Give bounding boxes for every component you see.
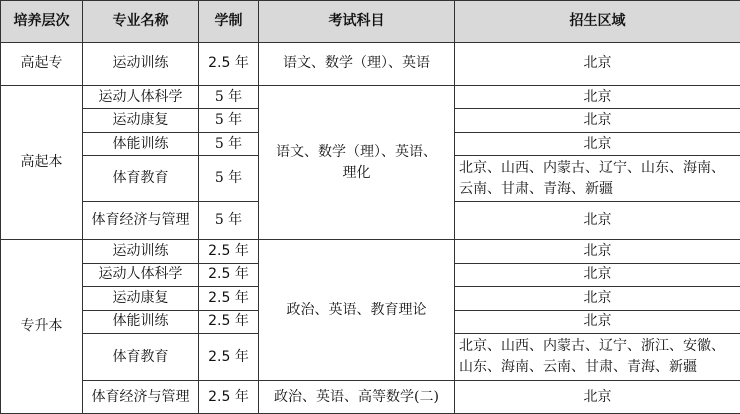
exam-cell: 政治、英语、教育理论 [259, 240, 455, 381]
exam-cell: 语文、数学（理）、英语、理化 [259, 85, 455, 239]
duration-cell: 5 年 [199, 156, 259, 202]
duration-cell: 2.5 年 [199, 381, 259, 414]
duration-cell: 5 年 [199, 202, 259, 240]
level-cell: 高起本 [1, 85, 83, 239]
region-cell: 北京 [455, 287, 740, 311]
major-cell: 体育教育 [83, 334, 199, 381]
level-cell: 专升本 [1, 240, 83, 414]
major-cell: 运动人体科学 [83, 85, 199, 109]
header-level: 培养层次 [1, 1, 83, 43]
region-cell: 北京 [455, 132, 740, 156]
major-cell: 体育教育 [83, 156, 199, 202]
table-row [1, 85, 740, 109]
region-cell: 北京、山西、内蒙古、辽宁、浙江、安徽、山东、海南、云南、甘肃、青海、新疆 [455, 334, 740, 381]
table-row [1, 240, 740, 264]
duration-cell: 5 年 [199, 132, 259, 156]
level-cell: 高起专 [1, 43, 83, 86]
region-cell: 北京 [455, 43, 740, 86]
major-cell: 运动训练 [83, 43, 199, 86]
major-cell: 运动人体科学 [83, 263, 199, 287]
table-row [1, 43, 740, 86]
duration-cell: 5 年 [199, 109, 259, 133]
duration-cell: 5 年 [199, 85, 259, 109]
major-cell: 运动康复 [83, 287, 199, 311]
region-cell: 北京 [455, 310, 740, 334]
region-cell: 北京 [455, 240, 740, 264]
exam-cell: 语文、数学（理）、英语 [259, 43, 455, 86]
region-cell: 北京 [455, 85, 740, 109]
major-cell: 体能训练 [83, 132, 199, 156]
major-cell: 运动训练 [83, 240, 199, 264]
region-cell: 北京 [455, 381, 740, 414]
region-cell: 北京 [455, 109, 740, 133]
duration-cell: 2.5 年 [199, 287, 259, 311]
duration-cell: 2.5 年 [199, 43, 259, 86]
region-cell: 北京 [455, 263, 740, 287]
duration-cell: 2.5 年 [199, 310, 259, 334]
major-cell: 体育经济与管理 [83, 202, 199, 240]
major-cell: 体育经济与管理 [83, 381, 199, 414]
header-major: 专业名称 [83, 1, 199, 43]
duration-cell: 2.5 年 [199, 263, 259, 287]
exam-cell: 政治、英语、高等数学(二) [259, 381, 455, 414]
header-row [1, 1, 740, 43]
region-cell: 北京、山西、内蒙古、辽宁、山东、海南、云南、甘肃、青海、新疆 [455, 156, 740, 202]
duration-cell: 2.5 年 [199, 334, 259, 381]
major-cell: 运动康复 [83, 109, 199, 133]
table-row [1, 381, 740, 414]
header-duration: 学制 [199, 1, 259, 43]
region-cell: 北京 [455, 202, 740, 240]
header-exam: 考试科目 [259, 1, 455, 43]
duration-cell: 2.5 年 [199, 240, 259, 264]
header-region: 招生区域 [455, 1, 740, 43]
major-cell: 体能训练 [83, 310, 199, 334]
